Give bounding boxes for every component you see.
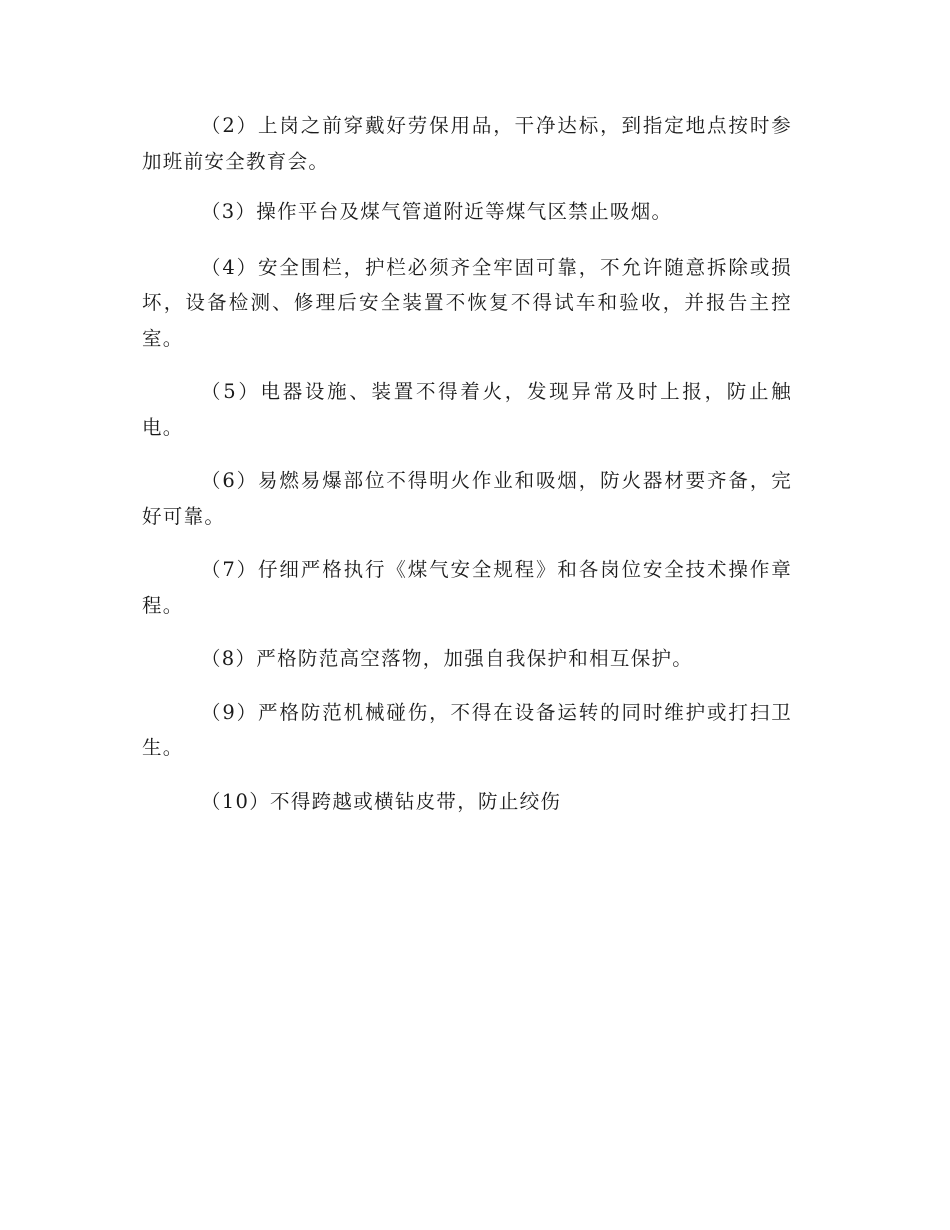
paragraph-item-4: （4）安全围栏，护栏必须齐全牢固可靠，不允许随意拆除或损坏，设备检测、修理后安全装置不恢复不得试车和验收，并报告主控室。 bbox=[142, 255, 792, 350]
paragraph-item-2: （2）上岗之前穿戴好劳保用品，干净达标，到指定地点按时参加班前安全教育会。 bbox=[142, 114, 792, 173]
paragraph-item-6: （6）易燃易爆部位不得明火作业和吸烟，防火器材要齐备，完好可靠。 bbox=[142, 469, 792, 528]
paragraph-item-10: （10）不得跨越或横钻皮带，防止绞伤 bbox=[201, 789, 562, 813]
paragraph-item-3: （3）操作平台及煤气管道附近等煤气区禁止吸烟。 bbox=[201, 200, 673, 223]
paragraph-item-8: （8）严格防范高空落物，加强自我保护和相互保护。 bbox=[201, 647, 694, 670]
paragraph-item-5: （5）电器设施、装置不得着火，发现异常及时上报，防止触电。 bbox=[142, 380, 792, 439]
paragraph-item-7: （7）仔细严格执行《煤气安全规程》和各岗位安全技术操作章程。 bbox=[142, 558, 792, 617]
document-page bbox=[142, 108, 792, 819]
paragraph-item-9: （9）严格防范机械碰伤，不得在设备运转的同时维护或打扫卫生。 bbox=[142, 700, 792, 759]
